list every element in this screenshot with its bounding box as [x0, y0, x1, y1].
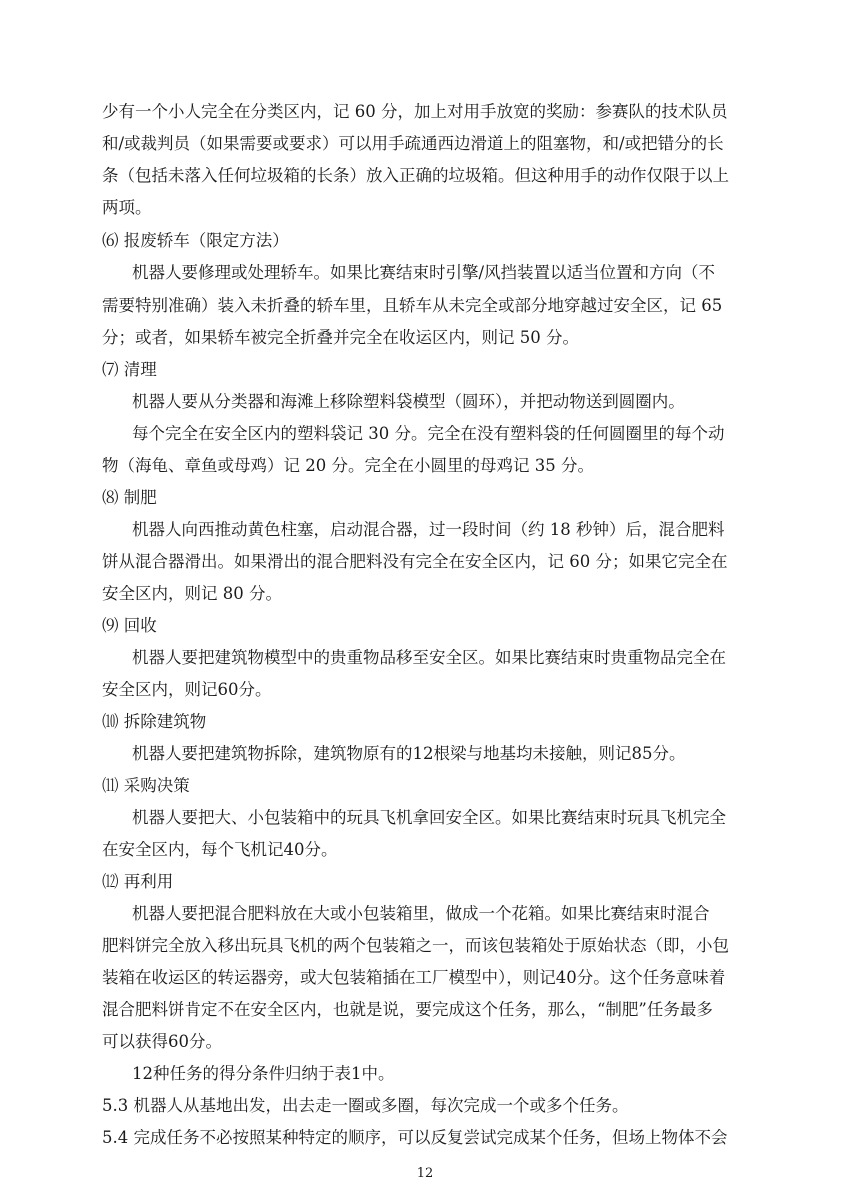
body-line: 肥料饼完全放入移出玩具飞机的两个包装箱之一，而该包装箱处于原始状态（即，小包 — [102, 936, 729, 955]
section-heading: ⑽ 拆除建筑物 — [102, 712, 207, 731]
body-line: 机器人要从分类器和海滩上移除塑料袋模型（圆环），并把动物送到圆圈内。 — [132, 392, 685, 411]
body-line: 安全区内，则记 80 分。 — [102, 584, 282, 603]
section-heading: ⑿ 再利用 — [102, 872, 174, 891]
page-number: 12 — [416, 1166, 434, 1181]
body-line: 装箱在收运区的转运器旁，或大包装箱插在工厂模型中），则记40分。这个任务意味着 — [102, 968, 726, 987]
body-line: 饼从混合器滑出。如果滑出的混合肥料没有完全在安全区内，记 60 分；如果它完全在 — [102, 552, 728, 571]
body-line: 12种任务的得分条件归纳于表1中。 — [132, 1064, 395, 1083]
body-line: 安全区内，则记60分。 — [102, 680, 272, 699]
body-line: 机器人向西推动黄色柱塞，启动混合器，过一段时间（约 18 秒钟）后，混合肥料 — [132, 520, 725, 539]
section-heading: ⑹ 报废轿车（限定方法） — [102, 231, 289, 250]
body-line: 需要特别准确）装入未折叠的轿车里，且轿车从未完全或部分地穿越过安全区，记 65 — [102, 296, 723, 315]
body-line: 和/或裁判员（如果需要或要求）可以用手疏通西边滑道上的阻塞物，和/或把错分的长 — [102, 134, 724, 153]
body-line: 分；或者，如果轿车被完全折叠并完全在收运区内，则记 50 分。 — [102, 328, 579, 347]
body-line: 机器人要把建筑物拆除，建筑物原有的12根梁与地基均未接触，则记85分。 — [132, 744, 686, 763]
body-line: 机器人要把建筑物模型中的贵重物品移至安全区。如果比赛结束时贵重物品完全在 — [132, 648, 726, 667]
numbered-clause: 5.4 完成任务不必按照某种特定的顺序，可以反复尝试完成某个任务，但场上物体不会 — [102, 1128, 728, 1147]
body-line: 物（海龟、章鱼或母鸡）记 20 分。完全在小圆里的母鸡记 35 分。 — [102, 456, 594, 475]
body-line: 条（包括未落入任何垃圾箱的长条）放入正确的垃圾箱。但这种用手的动作仅限于以上 — [102, 166, 729, 185]
body-line: 混合肥料饼肯定不在安全区内，也就是说，要完成这个任务，那么，“制肥”任务最多 — [102, 1000, 713, 1019]
body-line: 机器人要把大、小包装箱中的玩具飞机拿回安全区。如果比赛结束时玩具飞机完全 — [132, 808, 726, 827]
section-heading: ⑻ 制肥 — [102, 488, 157, 507]
body-line: 每个完全在安全区内的塑料袋记 30 分。完全在没有塑料袋的任何圆圈里的每个动 — [132, 424, 725, 443]
body-line: 在安全区内，每个飞机记40分。 — [102, 840, 338, 859]
section-heading: ⑼ 回收 — [102, 616, 157, 635]
body-line: 少有一个小人完全在分类区内，记 60 分，加上对用手放宽的奖励：参赛队的技术队员 — [102, 102, 728, 121]
section-heading: ⑺ 清理 — [102, 360, 157, 379]
body-line: 可以获得60分。 — [102, 1032, 222, 1051]
body-line: 机器人要修理或处理轿车。如果比赛结束时引擎/风挡装置以适当位置和方向（不 — [132, 263, 716, 282]
body-line: 机器人要把混合肥料放在大或小包装箱里，做成一个花箱。如果比赛结束时混合 — [132, 904, 710, 923]
section-heading: ⑾ 采购决策 — [102, 776, 190, 795]
numbered-clause: 5.3 机器人从基地出发，出去走一圈或多圈，每次完成一个或多个任务。 — [102, 1096, 629, 1115]
body-line: 两项。 — [102, 198, 152, 217]
